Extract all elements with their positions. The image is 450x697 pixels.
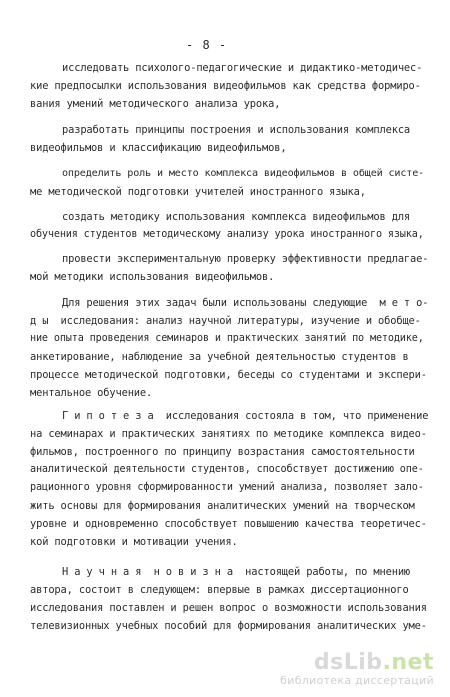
text-line: кие предпосылки использования видеофильмов как средства формиро- <box>30 80 421 92</box>
text-line: Н а у ч н а я н о в и з н а настоящей работы, по мнению <box>62 566 411 578</box>
text-line: уровне и одновременно способствует повышению качества теоретичес- <box>30 518 427 530</box>
text-line: провести экспериментальную проверку эффективности предлагае- <box>62 253 429 265</box>
text-line: Г и п о т е з а исследования состояла в том, что применение <box>62 410 429 422</box>
text-line: д ы исследования: анализ научной литературы, изучение и обобще- <box>30 315 421 327</box>
text-line: разработать принципы построения и использования комплекса <box>62 124 411 136</box>
text-line: видеофильмов и классификацию видеофильмов, <box>30 142 287 154</box>
text-line: жить основы для формирования аналитических умений на творческом <box>30 500 415 512</box>
text-line: исследования поставлен и решен вопрос о возможности использования <box>30 602 427 614</box>
text-line: телевизионных учебных пособий для формирования аналитических уме- <box>30 620 427 632</box>
text-line: мой методики использования видеофильмов. <box>30 271 275 283</box>
text-line: аналитической деятельности студентов, способствует достижению опе- <box>30 464 424 475</box>
text-line: ние опыта проведения семинаров и практических занятий по методике, <box>30 333 424 344</box>
watermark-logo <box>280 652 434 687</box>
watermark-subtitle: библиотека диссертаций <box>280 674 434 687</box>
text-line: на семинарах и практических занятиях по методике комплекса видео- <box>30 428 427 440</box>
text-line: анкетирование, наблюдение за учебной деятельностью студентов в <box>30 351 409 363</box>
text-line: создать методику использования комплекса видеофильмов для <box>62 211 411 223</box>
watermark-brand-main: dsLib <box>313 650 383 675</box>
watermark-brand <box>280 652 434 674</box>
text-line: обучения студентов методическому анализу урока иностранного языка, <box>30 229 424 240</box>
text-line: фильмов, построенного по принципу возрастания самостоятельности <box>30 446 415 458</box>
text-line: процессе методической подготовки, беседы со студентами и экспери- <box>30 369 427 381</box>
text-line: ментальное обучение. <box>30 387 153 399</box>
text-line: вания умений методического анализа урока, <box>30 98 281 110</box>
text-line: определить роль и место комплекса видеофильмов в общей систе- <box>62 168 425 179</box>
text-line: рационного уровня сформированности умений анализа, позволяет зало- <box>30 482 424 493</box>
text-line: ме методической подготовки учителей иностранного языка, <box>30 186 366 198</box>
watermark-brand-tld: .net <box>382 650 434 675</box>
text-line: автора, состоит в следующем: впервые в рамках диссертационного <box>30 584 409 596</box>
text-line: исследовать психолого-педагогические и дидактико-методичес- <box>62 62 423 74</box>
page-number: - 8 - <box>186 38 228 52</box>
text-line: кой подготовки и мотивации учения. <box>30 536 238 548</box>
text-line: Для решения этих задач были использованы следующие м е т о- <box>62 297 429 309</box>
